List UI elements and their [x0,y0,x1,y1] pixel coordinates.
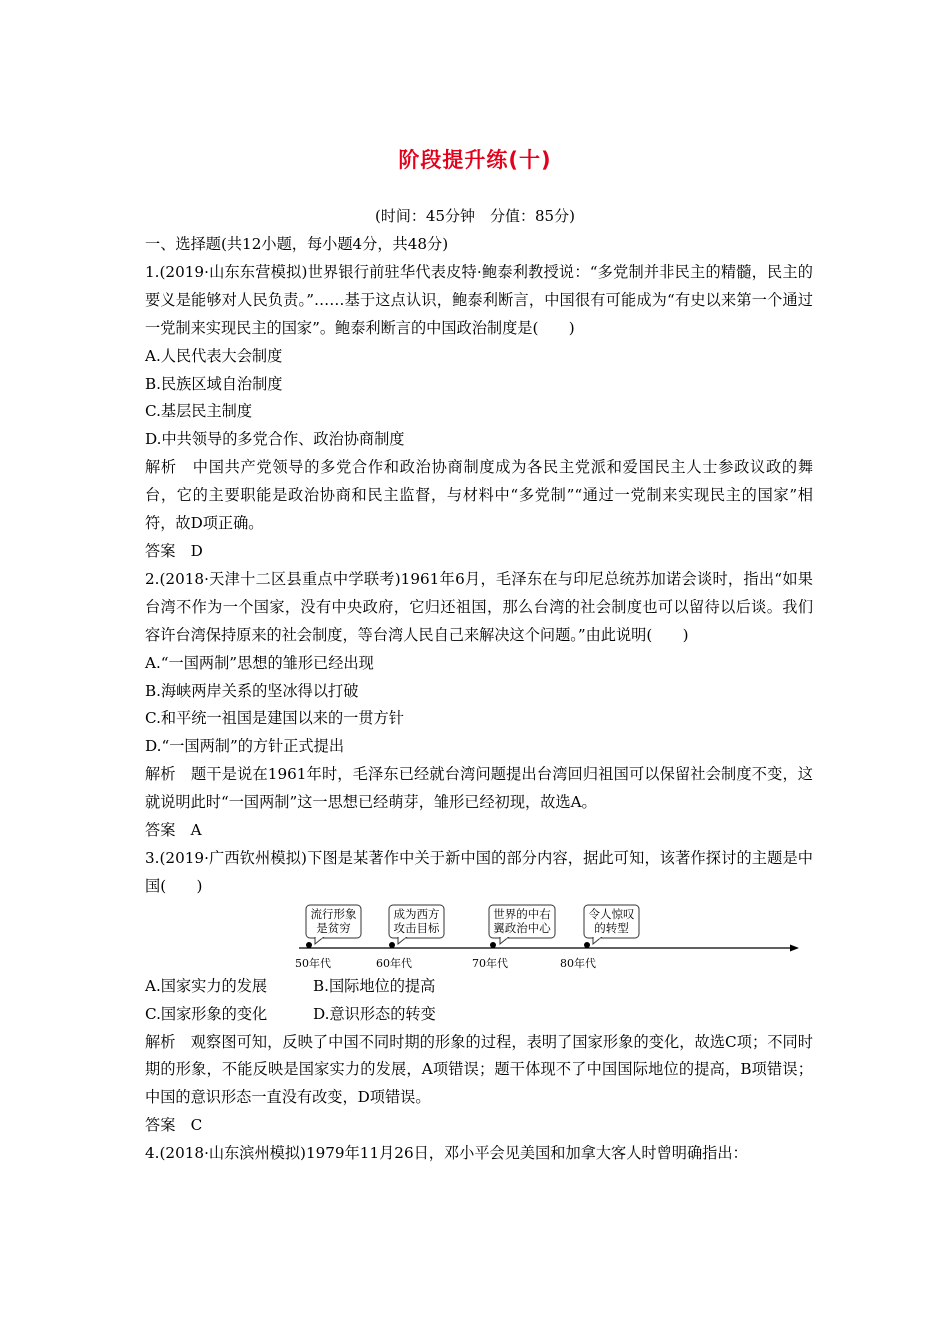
event-text-line-2: 的转型 [594,920,629,935]
question-3-answer: 答案 C [145,1116,203,1135]
question-2-stem: 2.(2018·天津十二区县重点中学联考)1961年6月，毛泽东在与印尼总统苏加诺会谈时，指出“如果台湾不作为一个国家，没有中央政府，它归还祖国，那么台湾的社会制度也可以留待以后谈。我们容许台湾保持原来的社会制度，等台湾人民自己来解决这个问题。”由此说明( ) [145,569,813,644]
event-text-line-1: 世界的中右 [493,906,551,921]
callout-pointer [500,937,508,944]
questions-body [145,231,813,1168]
question-3-option-d: D.意识形态的转变 [313,1004,436,1023]
event-text-line-1: 成为西方 [393,906,440,921]
timeline-label-70s: 70年代 [472,956,508,970]
question-3-option-b: B.国际地位的提高 [313,976,436,995]
question-1-option-c: C.基层民主制度 [145,402,253,421]
question-3-option-c: C.国家形象的变化 [145,1004,268,1023]
question-1-stem: 1.(2019·山东东营模拟)世界银行前驻华代表皮特·鲍泰利教授说：“多党制并非民主的精髓，民主的要义是能够对人民负责。”……基于这点认识，鲍泰利断言，中国很有可能成为“有史以来第一个通过一党制来实现民主的国家”。鲍泰利断言的中国政治制度是( ) [145,262,813,337]
question-1-option-b: B.民族区域自治制度 [145,374,283,393]
timeline-dot [490,942,496,948]
question-3-option-a: A.国家实力的发展 [145,976,268,995]
timeline-dot [306,942,312,948]
page-title: 阶段提升练(十) [398,148,552,172]
event-text-line-2: 攻击目标 [393,920,440,935]
callout-pointer [315,937,323,944]
question-2-option-d: D.“一国两制”的方针正式提出 [145,737,345,756]
question-3-stem: 3.(2019·广西钦州模拟)下图是某著作中关于新中国的部分内容，据此可知，该著作探讨的主题是中国( ) [145,848,813,895]
timeline-event-4 [584,905,639,944]
timeline-event-1 [306,905,361,944]
callout-pointer [398,937,406,944]
event-text-line-2: 是贫穷 [316,920,351,935]
timeline-dot [389,942,395,948]
timeline-diagram [293,901,813,973]
timeline-figure [145,901,813,973]
timeline-event-3 [489,905,555,944]
question-1-analysis: 解析 中国共产党领导的多党合作和政治协商制度成为各民主党派和爱国民主人士参政议政的舞台，它的主要职能是政治协商和民主监督，与材料中“多党制”“通过一党制来实现民主的国家”相符，故D项正确。 [145,458,813,533]
question-3-options-row-2 [145,1001,813,1029]
question-2-analysis: 解析 题干是说在1961年时，毛泽东已经就台湾问题提出台湾回归祖国可以保留社会制度不变，这就说明此时“一国两制”这一思想已经萌芽，雏形已经初现，故选A。 [145,765,813,812]
timeline-label-50s: 50年代 [295,956,331,970]
question-4-stem: 4.(2018·山东滨州模拟)1979年11月26日，邓小平会见美国和加拿大客人时曾明确指出： [145,1144,748,1163]
question-2-answer: 答案 A [145,821,202,840]
question-1-option-a: A.人民代表大会制度 [145,346,283,365]
question-2-option-b: B.海峡两岸关系的坚冰得以打破 [145,681,359,700]
question-2-option-a: A.“一国两制”思想的雏形已经出现 [145,653,374,672]
timeline-label-60s: 60年代 [376,956,412,970]
timeline-label-80s: 80年代 [560,956,596,970]
timeline-dot [584,942,590,948]
question-3-options-row-1 [145,973,813,1001]
event-text-line-2: 翼政治中心 [493,920,551,935]
exam-meta: (时间：45分钟 分值：85分) [375,207,575,225]
question-1-option-d: D.中共领导的多党合作、政治协商制度 [145,430,405,449]
question-1-answer: 答案 D [145,541,203,560]
event-text-line-1: 令人惊叹 [588,906,635,921]
event-text-line-1: 流行形象 [310,906,357,921]
section-heading: 一、选择题(共12小题，每小题4分，共48分) [145,235,449,253]
callout-pointer [593,937,601,944]
timeline-event-2 [389,905,444,944]
timeline-arrow-icon [790,944,799,951]
question-2-option-c: C.和平统一祖国是建国以来的一贯方针 [145,709,404,728]
question-3-analysis: 解析 观察图可知，反映了中国不同时期的形象的过程，表明了国家形象的变化，故选C项；不同时期的形象，不能反映是国家实力的发展，A项错误；题干体现不了中国国际地位的提高，B项错误；中国的意识形态一直没有改变，D项错误。 [145,1032,813,1107]
